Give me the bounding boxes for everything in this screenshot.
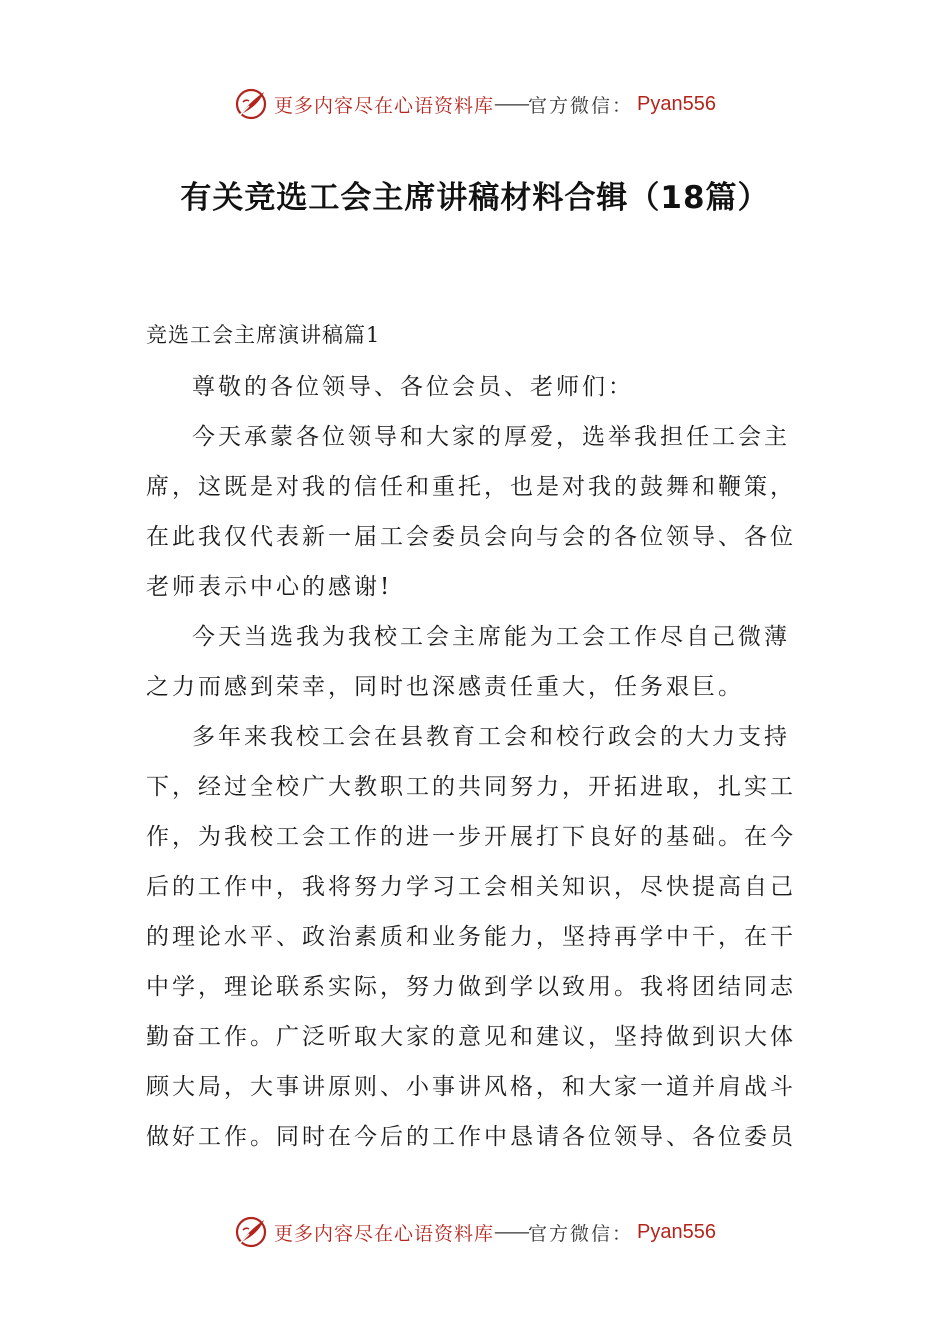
banner-wechat-id: Pyan556 <box>637 1220 716 1243</box>
text-line: 多年来我校工会在县教育工会和校行政会的大力支持 <box>192 724 790 750</box>
text-line: 尊敬的各位领导、各位会员、老师们： <box>192 374 634 400</box>
banner-wechat-id: Pyan556 <box>637 92 716 115</box>
banner-separator: —— <box>494 1221 529 1243</box>
text-line: 今天当选我为我校工会主席能为工会工作尽自己微薄 <box>192 624 790 650</box>
text-line: 顾大局，大事讲原则、小事讲风格，和大家一道并肩战斗 <box>146 1074 796 1100</box>
text-line: 的理论水平、政治素质和业务能力，坚持再学中干，在干 <box>146 924 796 950</box>
text-line: 之力而感到荣幸，同时也深感责任重大，任务艰巨。 <box>146 674 744 700</box>
text-line: 老师表示中心的感谢! <box>146 574 393 600</box>
paragraph <box>146 712 806 1162</box>
quill-logo-icon <box>234 87 268 121</box>
banner-wechat-label: 官方微信： <box>528 94 634 117</box>
text-line: 后的工作中，我将努力学习工会相关知识，尽快提高自己 <box>146 874 796 900</box>
text-line: 作，为我校工会工作的进一步开展打下良好的基础。在今 <box>146 824 796 850</box>
text-line: 今天承蒙各位领导和大家的厚爱，选举我担任工会主 <box>192 424 790 450</box>
text-line: 做好工作。同时在今后的工作中恳请各位领导、各位委员 <box>146 1124 796 1150</box>
paragraph <box>146 412 806 612</box>
text-line: 席，这既是对我的信任和重托，也是对我的鼓舞和鞭策， <box>146 474 796 500</box>
document-body <box>146 362 806 1162</box>
text-line: 勤奋工作。广泛听取大家的意见和建议，坚持做到识大体 <box>146 1024 796 1050</box>
banner-text: 更多内容尽在心语资料库 <box>274 1222 495 1245</box>
text-line: 中学，理论联系实际，努力做到学以致用。我将团结同志 <box>146 974 796 1000</box>
header-banner <box>0 84 950 124</box>
section-heading: 竞选工会主席演讲稿篇1 <box>146 323 381 347</box>
banner-separator: —— <box>494 93 529 115</box>
text-line: 在此我仅代表新一届工会委员会向与会的各位领导、各位 <box>146 524 796 550</box>
banner-text: 更多内容尽在心语资料库 <box>274 94 495 117</box>
quill-logo-icon <box>234 1215 268 1249</box>
document-title: 有关竞选工会主席讲稿材料合辑（18篇） <box>180 180 770 216</box>
paragraph <box>146 612 806 712</box>
text-line: 下，经过全校广大教职工的共同努力，开拓进取，扎实工 <box>146 774 796 800</box>
paragraph-salutation <box>146 362 806 412</box>
footer-banner <box>0 1212 950 1252</box>
banner-wechat-label: 官方微信： <box>528 1222 634 1245</box>
